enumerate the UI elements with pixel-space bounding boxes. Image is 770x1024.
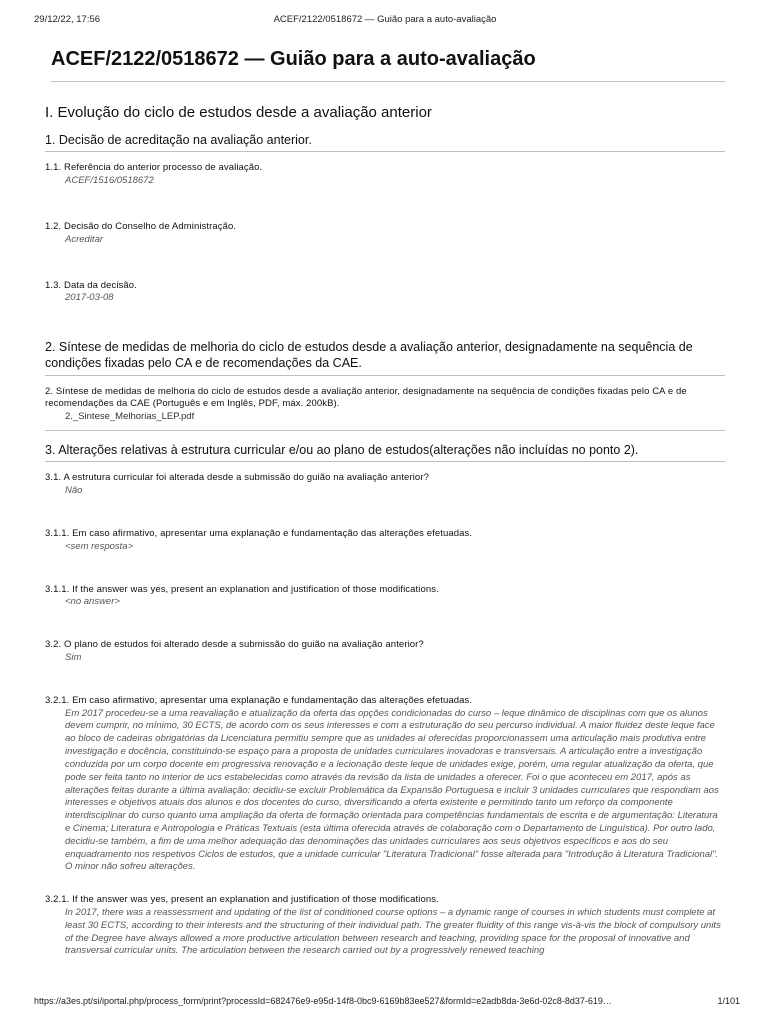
print-datetime: 29/12/22, 17:56	[34, 14, 101, 25]
answer-3-2-1-en: In 2017, there was a reassessment and updating of the list of conditioned course options – a dynamic range of courses in which students must complete at least 30 ECTS, according to their interests and the structuring of their individual path. The greater fluidity of this range vis-à-vis the block of compulsory units of the Degree have always allowed a more productive articulation between research and teaching, providing space for the proposal of innovative and transversal curricular units. The articulation between the research carried out by a progressively renewed teaching	[65, 907, 721, 957]
answer-3-1-1-pt: <sem resposta>	[65, 540, 134, 552]
answer-3-1-1-en: <no answer>	[65, 596, 120, 608]
answer-3-1: Não	[65, 485, 83, 497]
subsection-1-title: 1. Decisão de acreditação na avaliação anterior.	[45, 132, 725, 152]
document-title: ACEF/2122/0518672 — Guião para a auto-avaliação	[51, 48, 725, 82]
question-3-1: 3.1. A estrutura curricular foi alterada desde a submissão do guião na avaliação anterior?	[45, 472, 429, 484]
question-1-2: 1.2. Decisão do Conselho de Administração.	[45, 220, 237, 232]
divider	[45, 430, 725, 431]
print-title: ACEF/2122/0518672 — Guião para a auto-avaliação	[273, 14, 497, 25]
print-header	[34, 14, 736, 25]
question-1-1: 1.1. Referência do anterior processo de avaliação.	[45, 162, 263, 174]
subsection-3-title: 3. Alterações relativas à estrutura curricular e/ou ao plano de estudos(alterações não incluídas no ponto 2).	[45, 442, 725, 462]
subsection-2-title: 2. Síntese de medidas de melhoria do ciclo de estudos desde a avaliação anterior, designadamente na sequência de condições fixadas pelo CA e de recomendações da CAE.	[45, 339, 725, 376]
answer-1-3: 2017-03-08	[65, 292, 114, 304]
print-url[interactable]: https://a3es.pt/si/iportal.php/process_form/print?processId=682476e9-e95d-14f8-0bc9-6169b83ee527&formId=e2adb8da-3e6d-02c8-8d37-619…	[34, 996, 612, 1006]
page-number: 1/101	[717, 996, 740, 1006]
question-2: 2. Síntese de medidas de melhoria do ciclo de estudos desde a avaliação anterior, designadamente na sequência de condições fixadas pelo CA e de recomendações da CAE (Português e em Inglês, PDF, máx. 200kB).	[45, 385, 687, 410]
question-1-3: 1.3. Data da decisão.	[45, 279, 137, 291]
section-title: I. Evolução do ciclo de estudos desde a avaliação anterior	[45, 104, 432, 121]
attached-file-link[interactable]: 2._Sintese_Melhorias_LEP.pdf	[65, 411, 195, 423]
answer-3-2-1-pt: Em 2017 procedeu-se a uma reavaliação e atualização da oferta das opções condicionadas do curso – leque dinâmico de disciplinas com que os alunos devem cumprir, no mínimo, 30 ECTS, de acordo com os seus interesses e com a estruturação do seu percurso individual. A maior fluidez deste leque face ao bloco de cadeiras obrigatórias da Licenciatura permitiu sempre que as unidades aí oferecidas proporcionassem uma articulação mais produtiva entre investigação e docência, constituindo-se espaço para a proposta de unidades curriculares inovadoras e transversais. A articulação entre a investigação conduzida por um corpo docente em progressiva renovação e a lecionação deste leque de unidades exige, porém, uma regular atualização da oferta, que pode ser feita tanto no interior de ucs estabelecidas como através da revisão da lista de unidades a oferecer. Foi o que aconteceu em 2017, após as alterações feitas durante a última avaliação: decidiu-se excluir Problemática da Expansão Portuguesa e incluir 3 unidades curriculares que respondiam aos interesses e objetivos atuais dos alunos e dos docentes do curso, diversificando a oferta existente e permitindo tanto um reforço da componente interdisciplinar do curso quanto uma ampliação da oferta de formação orientada para competências fundamentais de escrita e de argumentação: Literatura e Cinema; Literatura e Antropologia e Práticas Textuais (esta última oferecida através de colaboração com o Departamento de Linguística). Por outro lado, decidiu-se também, a fim de uma melhor adequação das denominações das unidades curriculares aos seus objetivos específicos e aos do seu enquadramento nos respetivos Ciclos de estudos, que a unidade curricular "Literatura Tradicional" fosse alterada para "Introdução à Literatura Tradicional". O minor não sofreu alterações.	[65, 707, 719, 873]
question-3-1-1-en: 3.1.1. If the answer was yes, present an explanation and justification of those modifications.	[45, 583, 439, 595]
question-3-2-1-en: 3.2.1. If the answer was yes, present an explanation and justification of those modifications.	[45, 894, 439, 906]
answer-1-1: ACEF/1516/0518672	[65, 175, 154, 187]
question-3-1-1-pt: 3.1.1. Em caso afirmativo, apresentar uma explanação e fundamentação das alterações efetuadas.	[45, 527, 473, 539]
answer-1-2: Acreditar	[65, 233, 104, 245]
print-footer	[34, 996, 740, 1006]
question-3-2-1-pt: 3.2.1. Em caso afirmativo, apresentar uma explanação e fundamentação das alterações efetuadas.	[45, 694, 473, 706]
document-page	[45, 40, 725, 958]
answer-3-2: Sim	[65, 652, 82, 663]
question-3-2: 3.2. O plano de estudos foi alterado desde a submissão do guião na avaliação anterior?	[45, 639, 424, 651]
